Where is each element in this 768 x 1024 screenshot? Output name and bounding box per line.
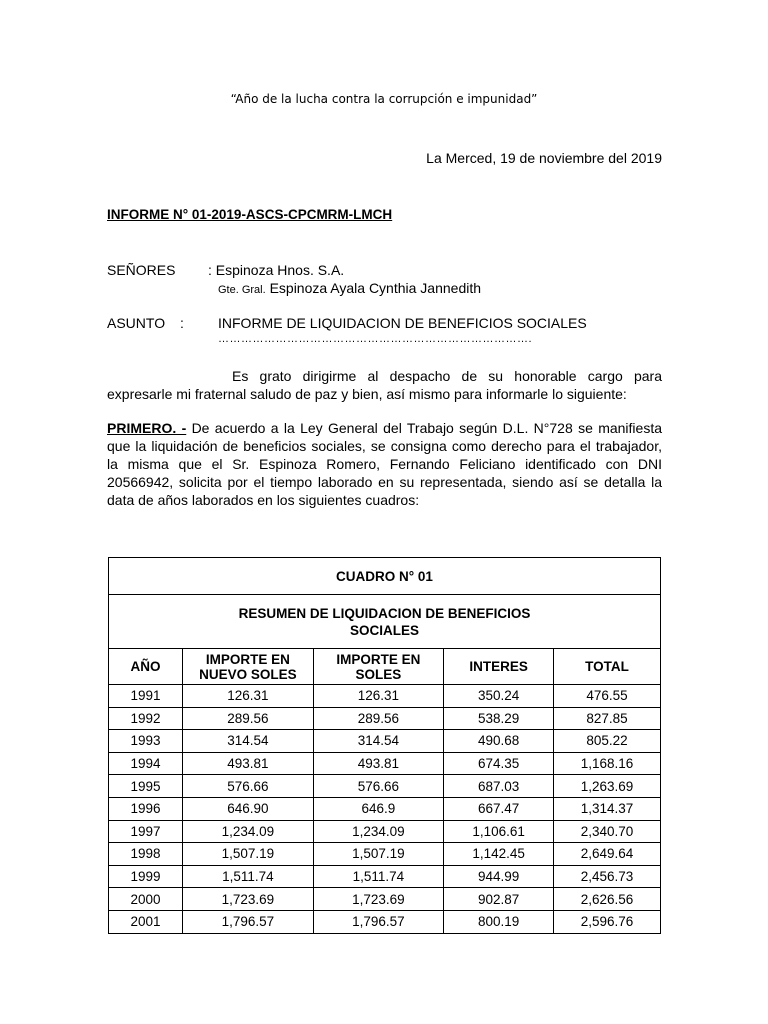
cell-year: 1997: [109, 820, 183, 843]
table-row: [109, 752, 661, 775]
table-row: [109, 685, 661, 708]
cell-year: 1994: [109, 752, 183, 775]
cell-soles: 1,511.74: [313, 865, 444, 888]
manager-name: Espinoza Ayala Cynthia Jannedith: [265, 280, 482, 296]
cell-soles: 576.66: [313, 775, 444, 798]
cell-year: 2001: [109, 910, 183, 933]
cell-total: 2,649.64: [554, 843, 661, 866]
table-row: [109, 910, 661, 933]
cell-nuevo-soles: 289.56: [183, 707, 314, 730]
cell-year: 1992: [109, 707, 183, 730]
cell-soles: 314.54: [313, 730, 444, 753]
cell-interes: 1,106.61: [444, 820, 554, 843]
cell-soles: 493.81: [313, 752, 444, 775]
column-header-year: AÑO: [109, 649, 183, 685]
cell-interes: 902.87: [444, 888, 554, 911]
cell-interes: 674.35: [444, 752, 554, 775]
table-row: [109, 797, 661, 820]
cell-soles: 289.56: [313, 707, 444, 730]
cell-interes: 667.47: [444, 797, 554, 820]
column-header-interes: INTERES: [444, 649, 554, 685]
table-row: [109, 730, 661, 753]
cell-total: 2,626.56: [554, 888, 661, 911]
motto-line: “Año de la lucha contra la corrupción e impunidad”: [230, 92, 538, 106]
column-header-soles: IMPORTE EN SOLES: [313, 649, 444, 685]
cell-total: 1,168.16: [554, 752, 661, 775]
cell-nuevo-soles: 126.31: [183, 685, 314, 708]
cell-nuevo-soles: 1,507.19: [183, 843, 314, 866]
table-subtitle-line2: SOCIALES: [349, 622, 419, 638]
cell-total: 1,314.37: [554, 797, 661, 820]
cell-soles: 126.31: [313, 685, 444, 708]
addressee-manager: [218, 280, 481, 296]
cell-total: 2,456.73: [554, 865, 661, 888]
cell-total: 805.22: [554, 730, 661, 753]
subject-colon: :: [180, 315, 184, 331]
cell-total: 1,263.69: [554, 775, 661, 798]
cell-nuevo-soles: 646.90: [183, 797, 314, 820]
table-row: [109, 820, 661, 843]
table-header-row: [109, 649, 661, 685]
addressee-company: : Espinoza Hnos. S.A.: [208, 262, 345, 278]
table-row: [109, 865, 661, 888]
cell-soles: 646.9: [313, 797, 444, 820]
cell-interes: 1,142.45: [444, 843, 554, 866]
addressee-label: SEÑORES: [107, 262, 176, 278]
cell-year: 1991: [109, 685, 183, 708]
table-body: [109, 685, 661, 934]
date-line: La Merced, 19 de noviembre del 2019: [426, 150, 662, 166]
table-row: [109, 843, 661, 866]
cell-total: 2,596.76: [554, 910, 661, 933]
cell-nuevo-soles: 1,234.09: [183, 820, 314, 843]
table-row: [109, 775, 661, 798]
greeting-text: Es grato dirigirme al despacho de su honorable cargo para expresarle mi fraternal saludo de paz y bien, así mismo para informarle lo siguiente:: [107, 368, 662, 402]
table-title-row: [109, 558, 661, 595]
manager-title: Gte. Gral.: [218, 284, 266, 296]
table-row: [109, 888, 661, 911]
cell-year: 1998: [109, 843, 183, 866]
dotted-line: ……………………………………………………………………….: [218, 333, 533, 345]
cell-year: 1999: [109, 865, 183, 888]
primero-paragraph: [107, 419, 662, 509]
table-subtitle-row: [109, 595, 661, 649]
cell-year: 1996: [109, 797, 183, 820]
cell-nuevo-soles: 1,723.69: [183, 888, 314, 911]
cell-soles: 1,723.69: [313, 888, 444, 911]
cell-nuevo-soles: 576.66: [183, 775, 314, 798]
greeting-paragraph: [107, 367, 662, 403]
primero-text: De acuerdo a la Ley General del Trabajo según D.L. N°728 se manifiesta que la liquidación de beneficios sociales, se consigna como derecho para el trabajador, la misma que el Sr. Espinoza Romero, Fernando Feliciano identificado con DNI 20566942, solicita por el tiempo laborado en su representada, siendo así se detalla la data de años laborados en los siguientes cuadros:: [107, 420, 662, 508]
cell-interes: 490.68: [444, 730, 554, 753]
liquidation-table: [108, 557, 661, 934]
subject-label: ASUNTO: [107, 315, 166, 331]
cell-soles: 1,796.57: [313, 910, 444, 933]
table-subtitle: [109, 595, 661, 649]
cell-soles: 1,507.19: [313, 843, 444, 866]
subject-value: INFORME DE LIQUIDACION DE BENEFICIOS SOCIALES: [218, 315, 587, 331]
cell-nuevo-soles: 1,511.74: [183, 865, 314, 888]
table-row: [109, 707, 661, 730]
cell-nuevo-soles: 314.54: [183, 730, 314, 753]
cell-year: 1995: [109, 775, 183, 798]
report-reference: INFORME N° 01-2019-ASCS-CPCMRM-LMCH: [107, 207, 393, 222]
primero-heading: PRIMERO. -: [107, 420, 187, 436]
cell-interes: 800.19: [444, 910, 554, 933]
cell-year: 2000: [109, 888, 183, 911]
cell-total: 827.85: [554, 707, 661, 730]
column-header-nuevo-soles: IMPORTE EN NUEVO SOLES: [183, 649, 314, 685]
cell-interes: 944.99: [444, 865, 554, 888]
cell-nuevo-soles: 493.81: [183, 752, 314, 775]
table-subtitle-line1: RESUMEN DE LIQUIDACION DE BENEFICIOS: [238, 605, 531, 621]
cell-total: 476.55: [554, 685, 661, 708]
cell-year: 1993: [109, 730, 183, 753]
column-header-total: TOTAL: [554, 649, 661, 685]
cell-interes: 687.03: [444, 775, 554, 798]
table-title: CUADRO N° 01: [109, 558, 661, 595]
cell-nuevo-soles: 1,796.57: [183, 910, 314, 933]
cell-soles: 1,234.09: [313, 820, 444, 843]
cell-interes: 350.24: [444, 685, 554, 708]
cell-total: 2,340.70: [554, 820, 661, 843]
cell-interes: 538.29: [444, 707, 554, 730]
